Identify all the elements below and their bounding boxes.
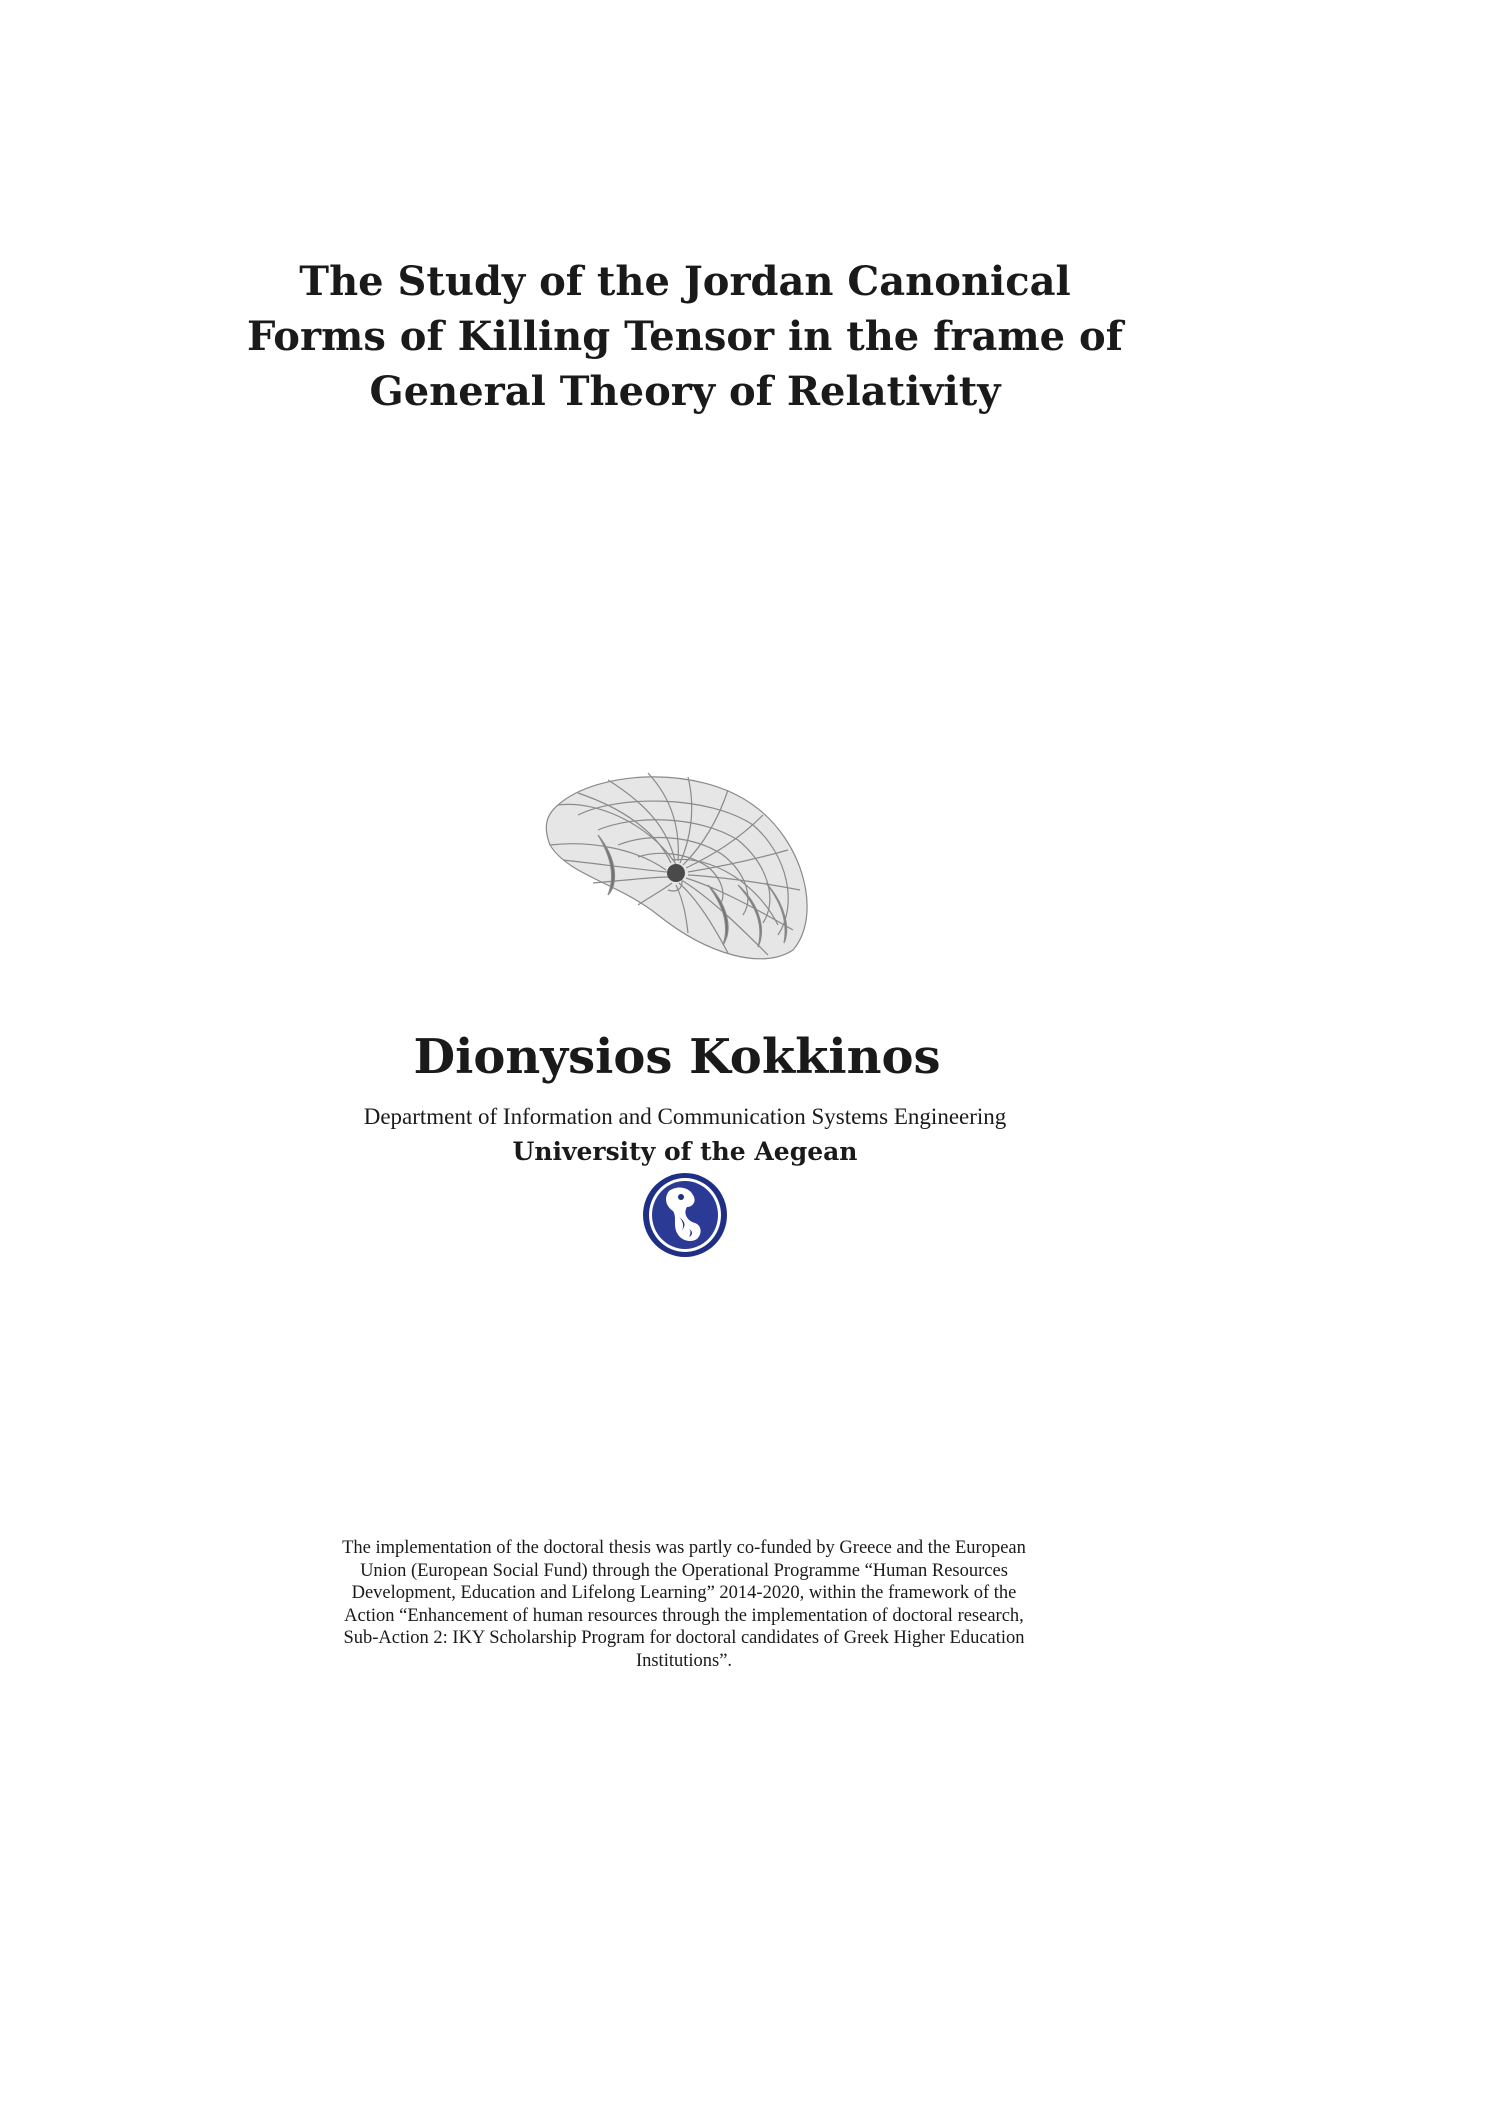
department-name: Department of Information and Communication Systems Engineering [363, 1104, 1007, 1129]
university-seal-icon [641, 1171, 729, 1259]
funding-line-1: The implementation of the doctoral thesis was partly co-funded by Greece and the European [342, 1538, 1026, 1558]
wireframe-surface-icon [538, 765, 828, 965]
university-name: University of the Aegean [512, 1137, 858, 1166]
title-line-2: Forms of Killing Tensor in the frame of [247, 313, 1123, 360]
funding-line-6: Institutions”. [635, 1650, 733, 1671]
funding-line-3: Development, Education and Lifelong Learning” 2014-2020, within the framework of the [351, 1583, 1017, 1603]
funding-line-2: Union (European Social Fund) through the Operational Programme “Human Resources [360, 1560, 1008, 1581]
funding-line-5: Sub-Action 2: IKY Scholarship Program for doctoral candidates of Greek Higher Education [343, 1628, 1025, 1648]
funding-line-4: Action “Enhancement of human resources through the implementation of doctoral research, [344, 1605, 1024, 1626]
thesis-title [0, 254, 1370, 419]
title-line-3: General Theory of Relativity [369, 368, 1001, 415]
author-name: Dionysios Kokkinos [413, 1029, 941, 1085]
funding-statement [245, 1537, 1123, 1672]
title-line-1: The Study of the Jordan Canonical [299, 258, 1071, 305]
